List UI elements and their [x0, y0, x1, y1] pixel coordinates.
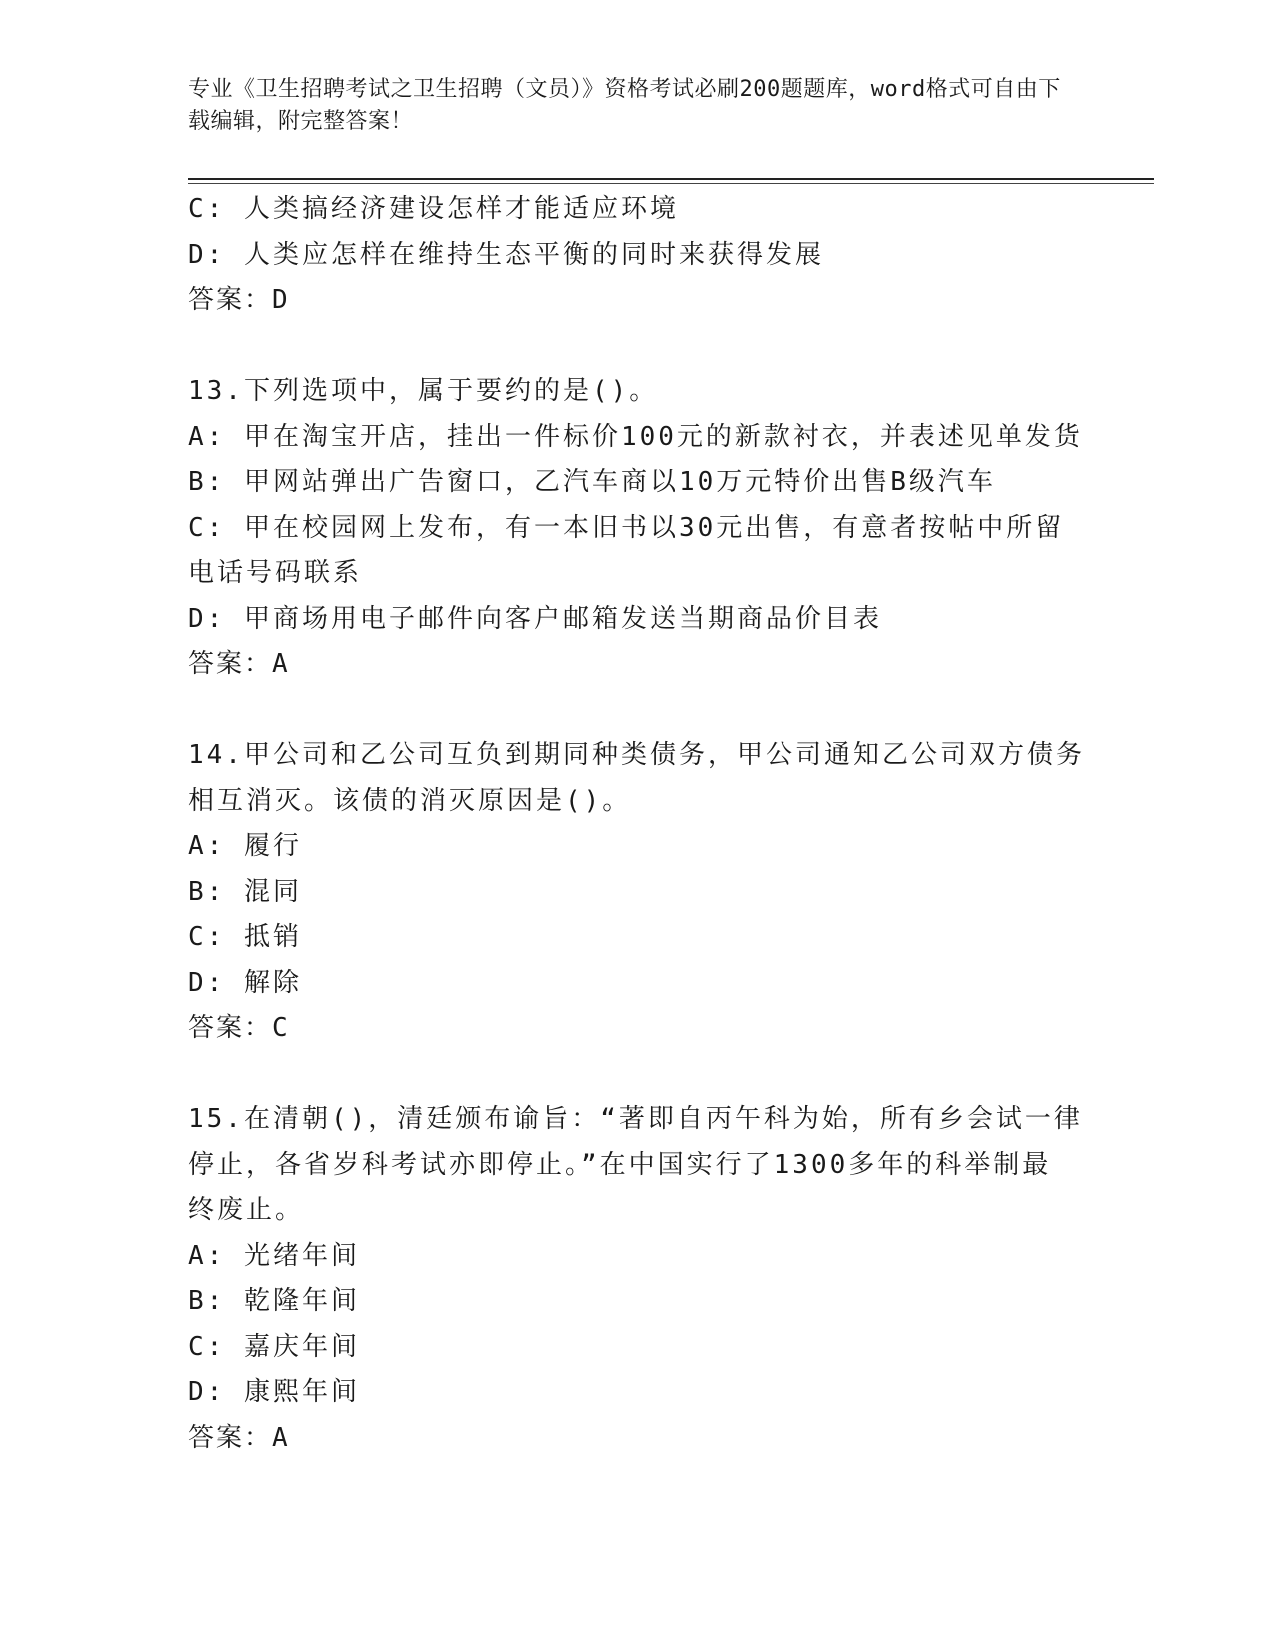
option-c: C: 嘉庆年间	[188, 1331, 360, 1362]
answer: 答案：C	[188, 1013, 290, 1043]
spacer	[188, 1052, 1088, 1098]
question-15	[188, 1097, 1088, 1461]
spacer	[188, 688, 1088, 734]
previous-question-tail	[188, 187, 1088, 324]
option-a: A: 履行	[188, 831, 302, 861]
option-d: D: 解除	[188, 967, 302, 998]
option-c: C: 人类搞经济建设怎样才能适应环境	[188, 194, 679, 224]
question-14	[188, 733, 1088, 1052]
answer: 答案：A	[188, 649, 290, 679]
header-text: 专业《卫生招聘考试之卫生招聘（文员）》资格考试必刷200题题库，word格式可自由下载编辑，附完整答案！	[188, 77, 1061, 134]
answer: 答案：A	[188, 1422, 290, 1453]
option-b: B: 乾隆年间	[188, 1286, 360, 1316]
question-stem: 15.在清朝()，清廷颁布谕旨：“著即自丙午科为始，所有乡会试一律	[188, 1104, 1083, 1134]
question-stem-continued: 停止，各省岁科考试亦即停止。”在中国实行了1300多年的科举制最	[188, 1149, 1052, 1180]
option-b: B: 甲网站弹出广告窗口，乙汽车商以10万元特价出售B级汽车	[188, 467, 996, 497]
option-d: D: 康熙年间	[188, 1377, 360, 1407]
header-divider-thick	[188, 178, 1154, 180]
question-13	[188, 369, 1088, 688]
document-header	[188, 74, 1068, 138]
spacer	[188, 324, 1088, 370]
option-d: D: 甲商场用电子邮件向客户邮箱发送当期商品价目表	[188, 603, 882, 634]
question-stem-continued: 相互消灭。该债的消灭原因是()。	[188, 785, 632, 816]
answer: 答案：D	[188, 285, 290, 315]
question-stem: 13.下列选项中，属于要约的是()。	[188, 376, 659, 406]
question-stem: 14.甲公司和乙公司互负到期同种类债务，甲公司通知乙公司双方债务	[188, 740, 1085, 770]
option-a: A: 光绪年间	[188, 1240, 360, 1271]
option-d: D: 人类应怎样在维持生态平衡的同时来获得发展	[188, 239, 824, 270]
option-b: B: 混同	[188, 876, 302, 907]
question-stem-continued: 终废止。	[188, 1195, 305, 1225]
option-a: A: 甲在淘宝开店，挂出一件标价100元的新款衬衣，并表述见单发货	[188, 421, 1083, 452]
option-c-continued: 电话号码联系	[188, 558, 363, 588]
option-c: C: 甲在校园网上发布，有一本旧书以30元出售，有意者按帖中所留	[188, 512, 1065, 543]
document-body	[188, 187, 1088, 1461]
option-c: C: 抵销	[188, 922, 302, 952]
header-divider-thin	[188, 183, 1154, 184]
